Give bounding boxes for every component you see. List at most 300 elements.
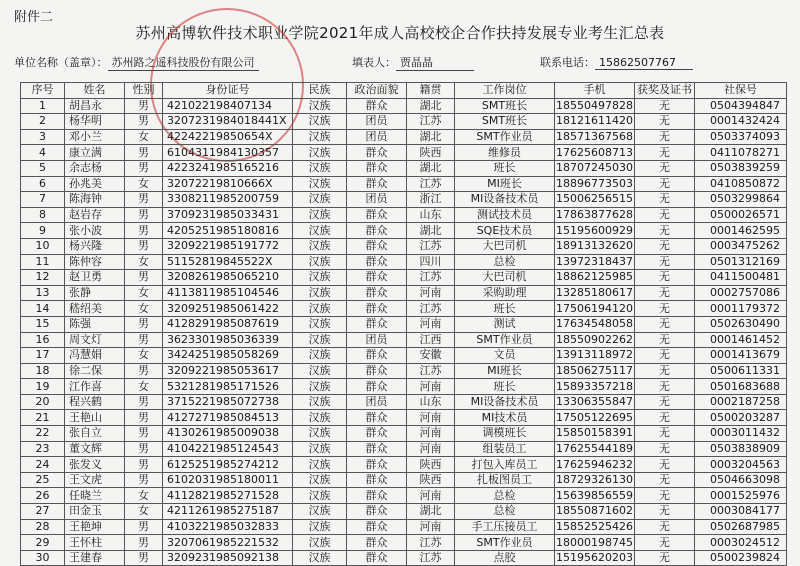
row-number-cell: 30 xyxy=(21,550,65,566)
row-number-cell: 4 xyxy=(21,145,65,161)
row-number-cell: 8 xyxy=(21,207,65,223)
phone-cell: 15006256515 xyxy=(556,192,633,206)
table-row xyxy=(21,176,787,192)
row-number-cell: 11 xyxy=(21,254,65,270)
id-number-cell: 4205251985180816 xyxy=(163,223,293,239)
name-cell: 余志杨 xyxy=(65,160,125,176)
row-number-cell: 16 xyxy=(21,332,65,348)
table-row xyxy=(21,519,787,535)
gender-cell: 女 xyxy=(125,285,163,301)
awards-cell: 无 xyxy=(635,488,695,504)
id-number-cell: 421022198407134 xyxy=(163,98,293,114)
header-cell: 姓名 xyxy=(65,83,125,99)
gender-cell: 男 xyxy=(125,472,163,488)
name-cell: 田金玉 xyxy=(65,504,125,520)
ethnicity-cell: 汉族 xyxy=(293,238,347,254)
header-cell: 工作岗位 xyxy=(455,83,555,99)
ethnicity-cell: 汉族 xyxy=(293,348,347,364)
native-place-cell: 湖北 xyxy=(407,98,455,114)
unit-value: 苏州路之遥科技股份有限公司 xyxy=(108,54,259,71)
name-cell: 嵇绍美 xyxy=(65,301,125,317)
header-cell: 手机 xyxy=(555,83,635,99)
phone-cell: 18000198745 xyxy=(556,535,633,549)
political-status-cell: 群众 xyxy=(347,488,407,504)
id-number-cell: 4104221985124543 xyxy=(163,441,293,457)
social-security-number-cell: 0500026571 xyxy=(695,207,787,223)
native-place-cell: 湖北 xyxy=(407,160,455,176)
job-position-cell: 维修员 xyxy=(455,145,555,161)
row-number-cell: 3 xyxy=(21,129,65,145)
name-cell: 程兴鹤 xyxy=(65,394,125,410)
awards-cell: 无 xyxy=(635,129,695,145)
native-place-cell: 河南 xyxy=(407,316,455,332)
row-number-cell: 27 xyxy=(21,504,65,520)
table-row xyxy=(21,254,787,270)
social-security-number-cell: 0001525976 xyxy=(695,488,787,504)
phone-value: 15862507767 xyxy=(595,56,693,70)
header-cell: 民族 xyxy=(293,83,347,99)
id-number-cell: 3709231985033431 xyxy=(163,207,293,223)
job-position-cell: 班长 xyxy=(455,379,555,395)
social-security-number-cell: 0003024512 xyxy=(695,535,787,551)
id-number-cell: 3308211985200759 xyxy=(163,192,293,208)
header-cell: 政治面貌 xyxy=(347,83,407,99)
job-position-cell: SMT作业员 xyxy=(455,332,555,348)
name-cell: 陈强 xyxy=(65,316,125,332)
awards-cell: 无 xyxy=(635,316,695,332)
table-row xyxy=(21,223,787,239)
filler-value: 贾晶晶 xyxy=(396,54,474,71)
political-status-cell: 团员 xyxy=(347,394,407,410)
phone-cell: 13913118972 xyxy=(556,348,633,362)
job-position-cell: 扎板图员工 xyxy=(455,472,555,488)
id-number-cell: 6125251985274212 xyxy=(163,457,293,473)
id-number-cell: 4112821985271528 xyxy=(163,488,293,504)
ethnicity-cell: 汉族 xyxy=(293,207,347,223)
native-place-cell: 湖北 xyxy=(407,504,455,520)
gender-cell: 女 xyxy=(125,254,163,270)
phone-cell: 17505122695 xyxy=(556,410,633,424)
awards-cell: 无 xyxy=(635,441,695,457)
id-number-cell: 4103221985032833 xyxy=(163,519,293,535)
native-place-cell: 江苏 xyxy=(407,363,455,379)
gender-cell: 男 xyxy=(125,519,163,535)
job-position-cell: 打包入库员工 xyxy=(455,457,555,473)
table-row xyxy=(21,472,787,488)
name-cell: 王文虎 xyxy=(65,472,125,488)
gender-cell: 男 xyxy=(125,535,163,551)
table-row xyxy=(21,348,787,364)
political-status-cell: 群众 xyxy=(347,363,407,379)
ethnicity-cell: 汉族 xyxy=(293,363,347,379)
id-number-cell: 42242219850654X xyxy=(163,129,293,145)
ethnicity-cell: 汉族 xyxy=(293,176,347,192)
row-number-cell: 25 xyxy=(21,472,65,488)
job-position-cell: MI班长 xyxy=(455,176,555,192)
table-header-row xyxy=(21,83,787,99)
job-position-cell: 手工压接员工 xyxy=(455,519,555,535)
phone-cell: 13972318437 xyxy=(556,254,633,268)
phone-cell: 15852525426 xyxy=(556,519,633,533)
row-number-cell: 20 xyxy=(21,394,65,410)
gender-cell: 男 xyxy=(125,332,163,348)
awards-cell: 无 xyxy=(635,504,695,520)
id-number-cell: 3424251985058269 xyxy=(163,348,293,364)
gender-cell: 女 xyxy=(125,488,163,504)
gender-cell: 女 xyxy=(125,129,163,145)
job-position-cell: MI设备技术员 xyxy=(455,394,555,410)
political-status-cell: 群众 xyxy=(347,316,407,332)
social-security-number-cell: 0003204563 xyxy=(695,457,787,473)
gender-cell: 女 xyxy=(125,301,163,317)
phone-cell: 15195620203 xyxy=(556,551,633,565)
phone-cell: 15850158391 xyxy=(556,426,633,440)
native-place-cell: 河南 xyxy=(407,285,455,301)
social-security-number-cell: 0003084177 xyxy=(695,504,787,520)
awards-cell: 无 xyxy=(635,426,695,442)
gender-cell: 男 xyxy=(125,238,163,254)
id-number-cell: 51152819845522X xyxy=(163,254,293,270)
header-cell: 性别 xyxy=(125,83,163,99)
native-place-cell: 河南 xyxy=(407,379,455,395)
social-security-number-cell: 0001413679 xyxy=(695,348,787,364)
gender-cell: 女 xyxy=(125,504,163,520)
ethnicity-cell: 汉族 xyxy=(293,270,347,286)
political-status-cell: 团员 xyxy=(347,114,407,130)
social-security-number-cell: 0503838909 xyxy=(695,441,787,457)
job-position-cell: 总检 xyxy=(455,504,555,520)
row-number-cell: 18 xyxy=(21,363,65,379)
political-status-cell: 群众 xyxy=(347,441,407,457)
id-number-cell: 3209221985053617 xyxy=(163,363,293,379)
id-number-cell: 4127271985084513 xyxy=(163,410,293,426)
name-cell: 董文辉 xyxy=(65,441,125,457)
political-status-cell: 群众 xyxy=(347,98,407,114)
ethnicity-cell: 汉族 xyxy=(293,332,347,348)
native-place-cell: 河南 xyxy=(407,441,455,457)
ethnicity-cell: 汉族 xyxy=(293,379,347,395)
job-position-cell: SMT作业员 xyxy=(455,535,555,551)
header-cell: 获奖及证书 xyxy=(635,83,695,99)
awards-cell: 无 xyxy=(635,114,695,130)
ethnicity-cell: 汉族 xyxy=(293,472,347,488)
gender-cell: 男 xyxy=(125,223,163,239)
row-number-cell: 17 xyxy=(21,348,65,364)
political-status-cell: 群众 xyxy=(347,176,407,192)
phone-cell: 17506194120 xyxy=(556,301,633,315)
id-number-cell: 3623301985036339 xyxy=(163,332,293,348)
table-row xyxy=(21,285,787,301)
job-position-cell: SMT班长 xyxy=(455,98,555,114)
id-number-cell: 4128291985087619 xyxy=(163,316,293,332)
phone-info xyxy=(540,54,693,70)
name-cell: 陈海钟 xyxy=(65,192,125,208)
table-row xyxy=(21,207,787,223)
id-number-cell: 4130261985009038 xyxy=(163,426,293,442)
social-security-number-cell: 0502630490 xyxy=(695,316,787,332)
job-position-cell: 测试 xyxy=(455,316,555,332)
native-place-cell: 浙江 xyxy=(407,192,455,208)
phone-cell: 17863877628 xyxy=(556,208,633,222)
political-status-cell: 群众 xyxy=(347,223,407,239)
native-place-cell: 陕西 xyxy=(407,472,455,488)
political-status-cell: 群众 xyxy=(347,238,407,254)
gender-cell: 男 xyxy=(125,98,163,114)
phone-cell: 17625608713 xyxy=(556,145,633,159)
row-number-cell: 22 xyxy=(21,426,65,442)
job-position-cell: MI技术员 xyxy=(455,410,555,426)
name-cell: 张小波 xyxy=(65,223,125,239)
gender-cell: 男 xyxy=(125,207,163,223)
gender-cell: 男 xyxy=(125,363,163,379)
header-cell: 籍贯 xyxy=(407,83,455,99)
political-status-cell: 群众 xyxy=(347,504,407,520)
ethnicity-cell: 汉族 xyxy=(293,426,347,442)
awards-cell: 无 xyxy=(635,238,695,254)
political-status-cell: 团员 xyxy=(347,332,407,348)
phone-cell: 15639856559 xyxy=(556,488,633,502)
ethnicity-cell: 汉族 xyxy=(293,410,347,426)
row-number-cell: 12 xyxy=(21,270,65,286)
name-cell: 杨华明 xyxy=(65,114,125,130)
ethnicity-cell: 汉族 xyxy=(293,285,347,301)
ethnicity-cell: 汉族 xyxy=(293,535,347,551)
job-position-cell: 测试技术员 xyxy=(455,207,555,223)
table-row xyxy=(21,114,787,130)
political-status-cell: 群众 xyxy=(347,550,407,566)
social-security-number-cell: 0411078271 xyxy=(695,145,787,161)
gender-cell: 男 xyxy=(125,160,163,176)
ethnicity-cell: 汉族 xyxy=(293,160,347,176)
name-cell: 邓小兰 xyxy=(65,129,125,145)
awards-cell: 无 xyxy=(635,550,695,566)
table-row xyxy=(21,535,787,551)
name-cell: 康立满 xyxy=(65,145,125,161)
social-security-number-cell: 0001432424 xyxy=(695,114,787,130)
name-cell: 江作喜 xyxy=(65,379,125,395)
native-place-cell: 江西 xyxy=(407,332,455,348)
social-security-number-cell: 0503374093 xyxy=(695,129,787,145)
table-row xyxy=(21,316,787,332)
job-position-cell: MI班长 xyxy=(455,363,555,379)
row-number-cell: 28 xyxy=(21,519,65,535)
id-number-cell: 3209231985092138 xyxy=(163,550,293,566)
social-security-number-cell: 0503839259 xyxy=(695,160,787,176)
political-status-cell: 团员 xyxy=(347,192,407,208)
political-status-cell: 群众 xyxy=(347,301,407,317)
job-position-cell: 班长 xyxy=(455,301,555,317)
table-row xyxy=(21,504,787,520)
job-position-cell: 大巴司机 xyxy=(455,238,555,254)
native-place-cell: 河南 xyxy=(407,426,455,442)
phone-cell: 18121611420 xyxy=(556,114,633,128)
gender-cell: 男 xyxy=(125,441,163,457)
native-place-cell: 陕西 xyxy=(407,457,455,473)
name-cell: 王艳山 xyxy=(65,410,125,426)
native-place-cell: 河南 xyxy=(407,488,455,504)
row-number-cell: 24 xyxy=(21,457,65,473)
name-cell: 胡昌永 xyxy=(65,98,125,114)
table-row xyxy=(21,379,787,395)
political-status-cell: 群众 xyxy=(347,535,407,551)
social-security-number-cell: 0500203287 xyxy=(695,410,787,426)
job-position-cell: 组装员工 xyxy=(455,441,555,457)
job-position-cell: SMT班长 xyxy=(455,114,555,130)
row-number-cell: 15 xyxy=(21,316,65,332)
ethnicity-cell: 汉族 xyxy=(293,550,347,566)
gender-cell: 男 xyxy=(125,426,163,442)
table-row xyxy=(21,270,787,286)
social-security-number-cell: 0002757086 xyxy=(695,285,787,301)
social-security-number-cell: 0003475262 xyxy=(695,238,787,254)
gender-cell: 男 xyxy=(125,114,163,130)
ethnicity-cell: 汉族 xyxy=(293,145,347,161)
social-security-number-cell: 0001462595 xyxy=(695,223,787,239)
row-number-cell: 7 xyxy=(21,192,65,208)
gender-cell: 男 xyxy=(125,270,163,286)
table-row xyxy=(21,426,787,442)
row-number-cell: 19 xyxy=(21,379,65,395)
phone-cell: 17625946232 xyxy=(556,457,633,471)
row-number-cell: 13 xyxy=(21,285,65,301)
phone-cell: 18571367568 xyxy=(556,130,633,144)
gender-cell: 男 xyxy=(125,550,163,566)
ethnicity-cell: 汉族 xyxy=(293,519,347,535)
political-status-cell: 群众 xyxy=(347,519,407,535)
political-status-cell: 群众 xyxy=(347,472,407,488)
gender-cell: 男 xyxy=(125,316,163,332)
social-security-number-cell: 0501683688 xyxy=(695,379,787,395)
gender-cell: 男 xyxy=(125,394,163,410)
name-cell: 任晓兰 xyxy=(65,488,125,504)
row-number-cell: 10 xyxy=(21,238,65,254)
native-place-cell: 河南 xyxy=(407,410,455,426)
ethnicity-cell: 汉族 xyxy=(293,192,347,208)
native-place-cell: 江苏 xyxy=(407,114,455,130)
gender-cell: 女 xyxy=(125,379,163,395)
awards-cell: 无 xyxy=(635,98,695,114)
native-place-cell: 山东 xyxy=(407,394,455,410)
row-number-cell: 23 xyxy=(21,441,65,457)
native-place-cell: 山东 xyxy=(407,207,455,223)
awards-cell: 无 xyxy=(635,145,695,161)
awards-cell: 无 xyxy=(635,472,695,488)
awards-cell: 无 xyxy=(635,176,695,192)
id-number-cell: 4211261985275187 xyxy=(163,504,293,520)
political-status-cell: 群众 xyxy=(347,285,407,301)
job-position-cell: 大巴司机 xyxy=(455,270,555,286)
id-number-cell: 4113811985104546 xyxy=(163,285,293,301)
political-status-cell: 团员 xyxy=(347,129,407,145)
filler-label: 填表人： xyxy=(352,56,396,69)
id-number-cell: 5321281985171526 xyxy=(163,379,293,395)
name-cell: 赵卫勇 xyxy=(65,270,125,286)
name-cell: 张静 xyxy=(65,285,125,301)
political-status-cell: 群众 xyxy=(347,348,407,364)
political-status-cell: 群众 xyxy=(347,207,407,223)
name-cell: 周文灯 xyxy=(65,332,125,348)
awards-cell: 无 xyxy=(635,457,695,473)
job-position-cell: 文员 xyxy=(455,348,555,364)
phone-cell: 18707245030 xyxy=(556,161,633,175)
awards-cell: 无 xyxy=(635,363,695,379)
name-cell: 王建春 xyxy=(65,550,125,566)
header-cell: 序号 xyxy=(21,83,65,99)
job-position-cell: 总检 xyxy=(455,254,555,270)
political-status-cell: 群众 xyxy=(347,410,407,426)
native-place-cell: 安徽 xyxy=(407,348,455,364)
awards-cell: 无 xyxy=(635,207,695,223)
awards-cell: 无 xyxy=(635,535,695,551)
id-number-cell: 3209251985061422 xyxy=(163,301,293,317)
political-status-cell: 群众 xyxy=(347,270,407,286)
ethnicity-cell: 汉族 xyxy=(293,441,347,457)
ethnicity-cell: 汉族 xyxy=(293,301,347,317)
table-row xyxy=(21,441,787,457)
row-number-cell: 6 xyxy=(21,176,65,192)
header-cell: 身份证号 xyxy=(163,83,293,99)
social-security-number-cell: 0410850872 xyxy=(695,176,787,192)
table-row xyxy=(21,145,787,161)
name-cell: 孙兆美 xyxy=(65,176,125,192)
social-security-number-cell: 0500239824 xyxy=(695,550,787,566)
table-row xyxy=(21,238,787,254)
id-number-cell: 6104311984130357 xyxy=(163,145,293,161)
id-number-cell: 3209221985191772 xyxy=(163,238,293,254)
name-cell: 徐二保 xyxy=(65,363,125,379)
table-row xyxy=(21,363,787,379)
id-number-cell: 3208261985065210 xyxy=(163,270,293,286)
social-security-number-cell: 0001461452 xyxy=(695,332,787,348)
awards-cell: 无 xyxy=(635,394,695,410)
phone-cell: 18550871602 xyxy=(556,504,633,518)
table-row xyxy=(21,160,787,176)
name-cell: 赵岩存 xyxy=(65,207,125,223)
job-position-cell: MI设备技术员 xyxy=(455,192,555,208)
gender-cell: 男 xyxy=(125,192,163,208)
political-status-cell: 群众 xyxy=(347,160,407,176)
table-row xyxy=(21,129,787,145)
political-status-cell: 群众 xyxy=(347,254,407,270)
table-row xyxy=(21,457,787,473)
native-place-cell: 河南 xyxy=(407,519,455,535)
ethnicity-cell: 汉族 xyxy=(293,223,347,239)
native-place-cell: 江苏 xyxy=(407,270,455,286)
job-position-cell: SMT作业员 xyxy=(455,129,555,145)
ethnicity-cell: 汉族 xyxy=(293,98,347,114)
native-place-cell: 江苏 xyxy=(407,176,455,192)
native-place-cell: 江苏 xyxy=(407,535,455,551)
native-place-cell: 陕西 xyxy=(407,145,455,161)
phone-cell: 18506275117 xyxy=(556,363,633,377)
job-position-cell: 班长 xyxy=(455,160,555,176)
id-number-cell: 3715221985072738 xyxy=(163,394,293,410)
job-position-cell: 调模班长 xyxy=(455,426,555,442)
phone-cell: 17625544189 xyxy=(556,441,633,455)
phone-label: 联系电话： xyxy=(540,56,595,69)
page-title: 苏州高博软件技术职业学院2021年成人高校校企合作扶持发展专业考生汇总表 xyxy=(135,24,665,42)
native-place-cell: 四川 xyxy=(407,254,455,270)
social-security-number-cell: 0001179372 xyxy=(695,301,787,317)
table-row xyxy=(21,410,787,426)
political-status-cell: 群众 xyxy=(347,457,407,473)
political-status-cell: 群众 xyxy=(347,426,407,442)
gender-cell: 男 xyxy=(125,145,163,161)
awards-cell: 无 xyxy=(635,223,695,239)
social-security-number-cell: 0502687985 xyxy=(695,519,787,535)
phone-cell: 15893357218 xyxy=(556,379,633,393)
phone-cell: 17634548058 xyxy=(556,317,633,331)
